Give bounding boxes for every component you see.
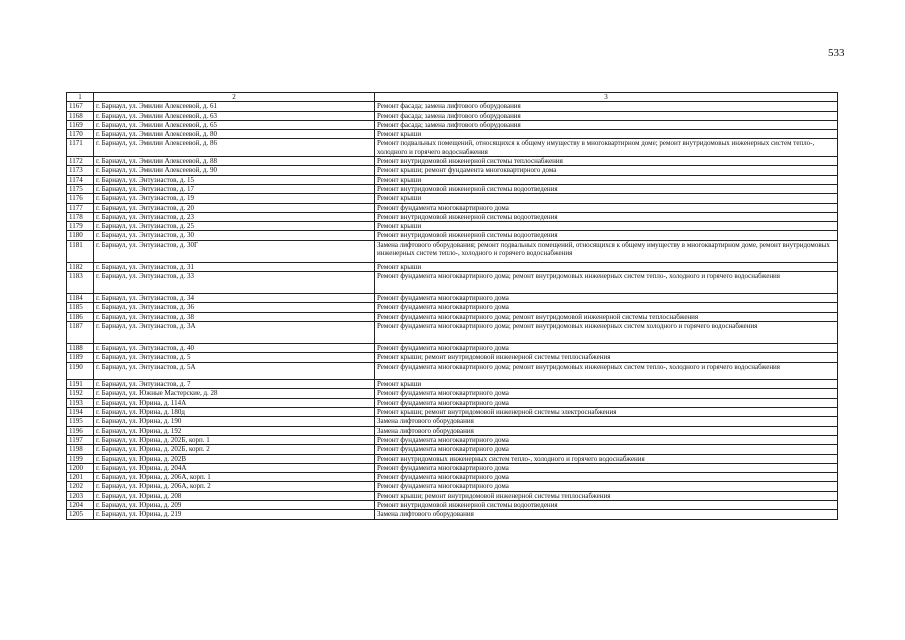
table-row bbox=[67, 463, 838, 472]
row-works: Ремонт крыши bbox=[375, 222, 838, 231]
table-row bbox=[67, 398, 838, 407]
row-address: г. Барнаул, ул. Энтузиастов, д. 40 bbox=[94, 343, 375, 352]
row-number: 1184 bbox=[67, 294, 94, 303]
table-row bbox=[67, 454, 838, 463]
row-address: г. Барнаул, ул. Энтузиастов, д. 7 bbox=[94, 380, 375, 389]
table-row bbox=[67, 312, 838, 321]
table-row bbox=[67, 380, 838, 389]
table-row bbox=[67, 203, 838, 212]
table-row bbox=[67, 240, 838, 262]
table-row bbox=[67, 362, 838, 380]
row-works: Ремонт внутридомовой инженерной системы водоотведения bbox=[375, 500, 838, 509]
row-address: г. Барнаул, ул. Юрина, д. 208 bbox=[94, 491, 375, 500]
row-number: 1171 bbox=[67, 139, 94, 157]
row-works: Ремонт крыши bbox=[375, 380, 838, 389]
page-number: 533 bbox=[828, 47, 845, 59]
row-address: г. Барнаул, ул. Эмилии Алексеевой, д. 88 bbox=[94, 157, 375, 166]
row-works: Ремонт крыши; ремонт внутридомовой инженерной системы теплоснабжения bbox=[375, 353, 838, 362]
row-address: г. Барнаул, ул. Энтузиастов, д. 5А bbox=[94, 362, 375, 380]
row-number: 1194 bbox=[67, 408, 94, 417]
header-row bbox=[67, 93, 838, 102]
row-works: Ремонт крыши; ремонт внутридомовой инженерной системы теплоснабжения bbox=[375, 491, 838, 500]
table-row bbox=[67, 139, 838, 157]
row-address: г. Барнаул, ул. Энтузиастов, д. 5 bbox=[94, 353, 375, 362]
row-number: 1196 bbox=[67, 426, 94, 435]
row-number: 1176 bbox=[67, 194, 94, 203]
row-address: г. Барнаул, ул. Эмилии Алексеевой, д. 80 bbox=[94, 130, 375, 139]
row-number: 1188 bbox=[67, 343, 94, 352]
row-works: Ремонт крыши bbox=[375, 262, 838, 271]
row-works: Ремонт фундамента многоквартирного дома bbox=[375, 303, 838, 312]
table-row bbox=[67, 321, 838, 343]
row-works: Ремонт фундамента многоквартирного дома bbox=[375, 482, 838, 491]
row-address: г. Барнаул, ул. Энтузиастов, д. 38 bbox=[94, 312, 375, 321]
row-works: Ремонт фундамента многоквартирного дома bbox=[375, 463, 838, 472]
row-works: Ремонт фундамента многоквартирного дома; ремонт внутридомовых инженерных систем тепло-, холодного и горячего водоснабжения bbox=[375, 272, 838, 294]
table-row bbox=[67, 102, 838, 111]
row-address: г. Барнаул, ул. Энтузиастов, д. 36 bbox=[94, 303, 375, 312]
row-works: Ремонт фундамента многоквартирного дома bbox=[375, 203, 838, 212]
row-number: 1169 bbox=[67, 120, 94, 129]
table-row bbox=[67, 130, 838, 139]
table-row bbox=[67, 343, 838, 352]
row-address: г. Барнаул, ул. Энтузиастов, д. 15 bbox=[94, 175, 375, 184]
row-number: 1186 bbox=[67, 312, 94, 321]
row-number: 1202 bbox=[67, 482, 94, 491]
row-works: Замена лифтового оборудования bbox=[375, 417, 838, 426]
row-works: Ремонт фасада; замена лифтового оборудования bbox=[375, 111, 838, 120]
row-works: Замена лифтового оборудования; ремонт подвальных помещений, относящихся к общему имуществу в многоквартирном доме, ремонт внутридомовых инженерных систем тепло-, холодного и горячего водоснабжения bbox=[375, 240, 838, 262]
row-address: г. Барнаул, ул. Энтузиастов, д. 30 bbox=[94, 231, 375, 240]
row-number: 1185 bbox=[67, 303, 94, 312]
row-works: Ремонт крыши; ремонт фундамента многоквартирного дома bbox=[375, 166, 838, 175]
row-works: Ремонт фундамента многоквартирного дома bbox=[375, 473, 838, 482]
row-address: г. Барнаул, ул. Энтузиастов, д. 3А bbox=[94, 321, 375, 343]
column-header-number: 1 bbox=[67, 93, 94, 102]
row-number: 1204 bbox=[67, 500, 94, 509]
row-number: 1175 bbox=[67, 184, 94, 193]
row-number: 1170 bbox=[67, 130, 94, 139]
works-table bbox=[66, 92, 838, 520]
row-address: г. Барнаул, ул. Эмилии Алексеевой, д. 61 bbox=[94, 102, 375, 111]
table-row bbox=[67, 353, 838, 362]
table-row bbox=[67, 510, 838, 519]
column-header-works: 3 bbox=[375, 93, 838, 102]
table-row bbox=[67, 482, 838, 491]
row-works: Замена лифтового оборудования bbox=[375, 426, 838, 435]
row-address: г. Барнаул, ул. Эмилии Алексеевой, д. 65 bbox=[94, 120, 375, 129]
row-works: Ремонт фасада; замена лифтового оборудования bbox=[375, 102, 838, 111]
row-address: г. Барнаул, ул. Энтузиастов, д. 30Г bbox=[94, 240, 375, 262]
row-number: 1168 bbox=[67, 111, 94, 120]
row-address: г. Барнаул, ул. Эмилии Алексеевой, д. 63 bbox=[94, 111, 375, 120]
table-row bbox=[67, 491, 838, 500]
row-works: Ремонт фундамента многоквартирного дома bbox=[375, 294, 838, 303]
row-works: Ремонт фундамента многоквартирного дома bbox=[375, 343, 838, 352]
table-row bbox=[67, 408, 838, 417]
row-number: 1201 bbox=[67, 473, 94, 482]
row-address: г. Барнаул, ул. Юрина, д. 202В bbox=[94, 454, 375, 463]
table-row bbox=[67, 500, 838, 509]
row-number: 1173 bbox=[67, 166, 94, 175]
row-number: 1191 bbox=[67, 380, 94, 389]
row-works: Ремонт фундамента многоквартирного дома bbox=[375, 435, 838, 444]
row-address: г. Барнаул, ул. Эмилии Алексеевой, д. 90 bbox=[94, 166, 375, 175]
row-number: 1198 bbox=[67, 445, 94, 454]
table-row bbox=[67, 426, 838, 435]
row-address: г. Барнаул, ул. Юрина, д. 190 bbox=[94, 417, 375, 426]
row-works: Ремонт крыши bbox=[375, 175, 838, 184]
table-row bbox=[67, 435, 838, 444]
row-works: Ремонт фундамента многоквартирного дома; ремонт внутридомовых инженерных систем тепло-, холодного и горячего водоснабжения bbox=[375, 362, 838, 380]
table-row bbox=[67, 184, 838, 193]
row-works: Ремонт внутридомовой инженерной системы водоотведения bbox=[375, 231, 838, 240]
row-number: 1167 bbox=[67, 102, 94, 111]
row-address: г. Барнаул, ул. Энтузиастов, д. 33 bbox=[94, 272, 375, 294]
row-works: Ремонт фундамента многоквартирного дома bbox=[375, 445, 838, 454]
table-row bbox=[67, 272, 838, 294]
row-works: Ремонт фасада; замена лифтового оборудования bbox=[375, 120, 838, 129]
row-number: 1187 bbox=[67, 321, 94, 343]
row-address: г. Барнаул, ул. Энтузиастов, д. 23 bbox=[94, 212, 375, 221]
row-works: Ремонт внутридомовых инженерных систем тепло-, холодного и горячего водоснабжения bbox=[375, 454, 838, 463]
row-works: Ремонт крыши; ремонт внутридомовой инженерной системы электроснабжения bbox=[375, 408, 838, 417]
row-address: г. Барнаул, ул. Юрина, д. 202Б, корп. 1 bbox=[94, 435, 375, 444]
table-row bbox=[67, 262, 838, 271]
table-row bbox=[67, 212, 838, 221]
table-row bbox=[67, 166, 838, 175]
row-works: Ремонт фундамента многоквартирного дома bbox=[375, 398, 838, 407]
row-works: Ремонт фундамента многоквартирного дома; ремонт внутридомовых инженерных систем холодного и горячего водоснабжения bbox=[375, 321, 838, 343]
row-address: г. Барнаул, ул. Юрина, д. 209 bbox=[94, 500, 375, 509]
row-number: 1180 bbox=[67, 231, 94, 240]
row-works: Ремонт внутридомовой инженерной системы теплоснабжения bbox=[375, 157, 838, 166]
row-works: Ремонт внутридомовой инженерной системы водоотведения bbox=[375, 184, 838, 193]
row-number: 1181 bbox=[67, 240, 94, 262]
row-number: 1183 bbox=[67, 272, 94, 294]
row-number: 1179 bbox=[67, 222, 94, 231]
row-works: Ремонт подвальных помещений, относящихся к общему имуществу в многоквартирном доме; ремонт внутридомовых инженерных систем тепло-, холодного и горячего водоснабжения bbox=[375, 139, 838, 157]
row-number: 1203 bbox=[67, 491, 94, 500]
row-address: г. Барнаул, ул. Энтузиастов, д. 20 bbox=[94, 203, 375, 212]
table-row bbox=[67, 120, 838, 129]
table-row bbox=[67, 445, 838, 454]
row-number: 1193 bbox=[67, 398, 94, 407]
row-address: г. Барнаул, ул. Энтузиастов, д. 34 bbox=[94, 294, 375, 303]
row-address: г. Барнаул, ул. Южные Мастерские, д. 28 bbox=[94, 389, 375, 398]
table-row bbox=[67, 389, 838, 398]
row-number: 1192 bbox=[67, 389, 94, 398]
table-row bbox=[67, 417, 838, 426]
column-header-address: 2 bbox=[94, 93, 375, 102]
row-number: 1182 bbox=[67, 262, 94, 271]
row-address: г. Барнаул, ул. Юрина, д. 204А bbox=[94, 463, 375, 472]
row-number: 1199 bbox=[67, 454, 94, 463]
row-address: г. Барнаул, ул. Юрина, д. 192 bbox=[94, 426, 375, 435]
row-number: 1195 bbox=[67, 417, 94, 426]
row-works: Замена лифтового оборудования bbox=[375, 510, 838, 519]
table-row bbox=[67, 111, 838, 120]
row-address: г. Барнаул, ул. Энтузиастов, д. 25 bbox=[94, 222, 375, 231]
row-works: Ремонт крыши bbox=[375, 130, 838, 139]
row-number: 1189 bbox=[67, 353, 94, 362]
table-row bbox=[67, 294, 838, 303]
row-address: г. Барнаул, ул. Юрина, д. 180д bbox=[94, 408, 375, 417]
row-address: г. Барнаул, ул. Юрина, д. 219 bbox=[94, 510, 375, 519]
row-number: 1174 bbox=[67, 175, 94, 184]
row-number: 1197 bbox=[67, 435, 94, 444]
row-works: Ремонт фундамента многоквартирного дома bbox=[375, 389, 838, 398]
table-row bbox=[67, 473, 838, 482]
row-address: г. Барнаул, ул. Юрина, д. 206А, корп. 2 bbox=[94, 482, 375, 491]
row-number: 1190 bbox=[67, 362, 94, 380]
row-works: Ремонт крыши bbox=[375, 194, 838, 203]
table-row bbox=[67, 231, 838, 240]
row-address: г. Барнаул, ул. Юрина, д. 114А bbox=[94, 398, 375, 407]
row-address: г. Барнаул, ул. Эмилии Алексеевой, д. 86 bbox=[94, 139, 375, 157]
row-address: г. Барнаул, ул. Юрина, д. 202Б, корп. 2 bbox=[94, 445, 375, 454]
row-address: г. Барнаул, ул. Энтузиастов, д. 19 bbox=[94, 194, 375, 203]
row-number: 1178 bbox=[67, 212, 94, 221]
table-row bbox=[67, 157, 838, 166]
row-address: г. Барнаул, ул. Энтузиастов, д. 17 bbox=[94, 184, 375, 193]
row-number: 1200 bbox=[67, 463, 94, 472]
row-number: 1177 bbox=[67, 203, 94, 212]
row-address: г. Барнаул, ул. Юрина, д. 206А, корп. 1 bbox=[94, 473, 375, 482]
table-row bbox=[67, 175, 838, 184]
row-number: 1172 bbox=[67, 157, 94, 166]
table-row bbox=[67, 222, 838, 231]
table-row bbox=[67, 194, 838, 203]
table-row bbox=[67, 303, 838, 312]
row-works: Ремонт внутридомовой инженерной системы водоотведения bbox=[375, 212, 838, 221]
row-address: г. Барнаул, ул. Энтузиастов, д. 31 bbox=[94, 262, 375, 271]
row-number: 1205 bbox=[67, 510, 94, 519]
row-works: Ремонт фундамента многоквартирного дома; ремонт внутридомовой инженерной системы теплоснабжения bbox=[375, 312, 838, 321]
